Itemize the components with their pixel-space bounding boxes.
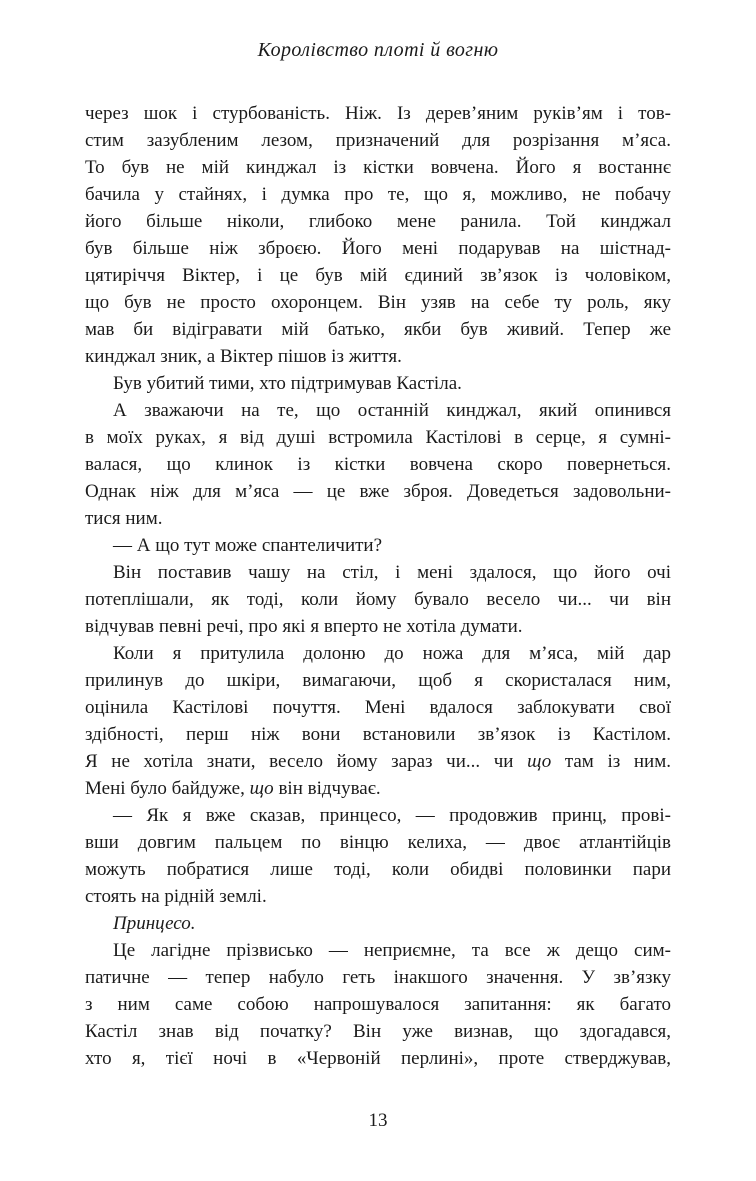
text-line: через шок і стурбованість. Ніж. Із дерев’яним руків’ям і тов- — [85, 103, 671, 124]
text-line: Мені було байдуже, що він відчуває. — [85, 778, 381, 799]
text-line: Коли я притулила долоню до ножа для м’яса, мій дар — [113, 643, 671, 664]
text-line: — А що тут може спантеличити? — [113, 535, 383, 556]
running-header: Королівство плоті й вогню — [257, 39, 499, 61]
text-line: бачила у стайнях, і думка про те, що я, можливо, не побачу — [85, 184, 671, 205]
text-line: цятиріччя Віктер, і це був мій єдиний зв’язок із чоловіком, — [85, 265, 671, 286]
text-line: Я не хотіла знати, весело йому зараз чи... чи що там із ним. — [85, 751, 671, 772]
text-line: хто я, тієї ночі в «Червоній перлині», проте стверджував, — [85, 1048, 671, 1069]
text-line: тися ним. — [85, 508, 163, 529]
text-line: його більше ніколи, глибоко мене ранила. Той кинджал — [85, 211, 671, 232]
text-line: патичне — тепер набуло геть інакшого значення. У зв’язку — [85, 967, 671, 988]
text-line: — Як я вже сказав, принцесо, — продовжив принц, прові- — [113, 805, 671, 826]
text-line: мав би відігравати мій батько, якби був живий. Тепер же — [85, 319, 671, 340]
text-line: Кастіл знав від початку? Він уже визнав, що здогадався, — [85, 1021, 671, 1042]
text-line: потеплішали, як тоді, коли йому бувало весело чи... чи він — [85, 589, 671, 610]
text-line: валася, що клинок із кістки вовчена скоро повернеться. — [85, 454, 671, 475]
text-line: був більше ніж зброєю. Його мені подарував на шістнад- — [85, 238, 671, 259]
text-line: Однак ніж для м’яса — це вже зброя. Доведеться задовольни- — [85, 481, 671, 502]
text-line: стим зазубленим лезом, призначений для розрізання м’яса. — [85, 130, 671, 151]
text-line: Це лагідне прізвисько — неприємне, та все ж дещо сим- — [113, 940, 671, 961]
text-line: А зважаючи на те, що останній кинджал, який опинився — [113, 400, 671, 421]
text-line: здібності, перш ніж вони встановили зв’язок із Кастілом. — [85, 724, 671, 745]
text-line: можуть побратися лише тоді, коли обидві половинки пари — [85, 859, 671, 880]
text-line: з ним саме собою напрошувалося запитання: як багато — [85, 994, 671, 1015]
text-line: Був убитий тими, хто підтримував Кастіла. — [113, 373, 462, 394]
text-line: вши довгим пальцем по вінцю келиха, — двоє атлантійців — [85, 832, 671, 853]
text-line: оцінила Кастілові почуття. Мені вдалося заблокувати свої — [85, 697, 671, 718]
text-line: відчував певні речі, про які я вперто не хотіла думати. — [85, 616, 523, 637]
text-line: що був не просто охоронцем. Він узяв на себе ту роль, яку — [85, 292, 671, 313]
text-line: Принцесо. — [113, 913, 196, 934]
text-line: стоять на рідній землі. — [85, 886, 267, 907]
body-text — [85, 100, 671, 1072]
text-line: прилинув до шкіри, вимагаючи, щоб я скористалася ним, — [85, 670, 671, 691]
text-line: То був не мій кинджал із кістки вовчена. Його я востаннє — [85, 157, 671, 178]
page-number: 13 — [368, 1110, 388, 1131]
text-line: в моїх руках, я від душі встромила Кастілові в серце, я сумні- — [85, 427, 671, 448]
text-line: Він поставив чашу на стіл, і мені здалося, що його очі — [113, 562, 671, 583]
text-line: кинджал зник, а Віктер пішов із життя. — [85, 346, 402, 367]
